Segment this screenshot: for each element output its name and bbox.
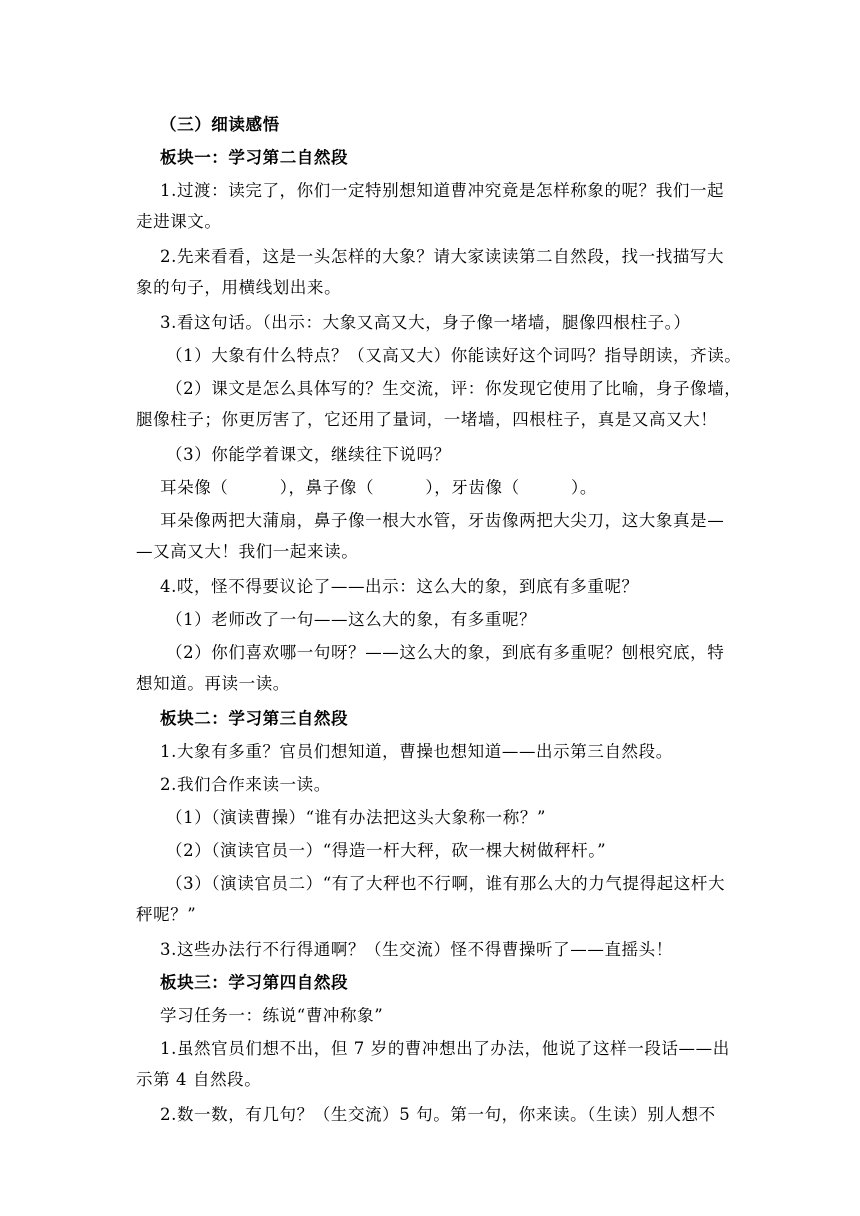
- section-heading: （三）细读感悟: [160, 115, 280, 134]
- paragraph-line: （2）你们喜欢哪一句呀？——这么大的象，到底有多重呢？刨根究底，特: [166, 643, 725, 662]
- paragraph-line: 1.过渡：读完了，你们一定特别想知道曹冲究竟是怎样称象的呢？我们一起: [160, 181, 725, 200]
- paragraph-line: （1）（演读曹操）“谁有办法把这头大象称一称？”: [166, 808, 547, 827]
- paragraph-line: 1.虽然官员们想不出，但 7 岁的曹冲想出了办法，他说了这样一段话——出: [160, 1039, 730, 1058]
- paragraph-line: 学习任务一：练说“曹冲称象”: [160, 1006, 384, 1025]
- paragraph-line: 3.这些办法行不行得通啊？（生交流）怪不得曹操听了——直摇头！: [160, 940, 673, 959]
- block-heading: 板块一：学习第二自然段: [160, 148, 349, 167]
- paragraph-line: 1.大象有多重？官员们想知道，曹操也想知道——出示第三自然段。: [160, 742, 673, 761]
- paragraph-line: （2）课文是怎么具体写的？生交流，评：你发现它使用了比喻，身子像墙，: [166, 379, 742, 398]
- paragraph-line: 走进课文。: [136, 212, 222, 231]
- block-heading: 板块二：学习第三自然段: [160, 709, 349, 728]
- paragraph-line: 耳朵像两把大蒲扇，鼻子像一根大水管，牙齿像两把大尖刀，这大象真是—: [160, 511, 725, 530]
- paragraph-line: 示第 4 自然段。: [136, 1070, 262, 1089]
- paragraph-line: （3）（演读官员二）“有了大秤也不行啊，谁有那么大的力气提得起这杆大: [166, 874, 726, 893]
- paragraph-line: （1）大象有什么特点？（又高又大）你能读好这个词吗？指导朗读，齐读。: [166, 346, 742, 365]
- paragraph-line: 3.看这句话。（出示：大象又高又大，身子像一堵墙，腿像四根柱子。）: [160, 313, 691, 332]
- paragraph-line: 耳朵像（ ），鼻子像（ ），牙齿像（ ）。: [160, 478, 597, 497]
- paragraph-line: （2）（演读官员一）“得造一杆大秤，砍一棵大树做秤杆。”: [166, 841, 607, 860]
- paragraph-line: 2.我们合作来读一读。: [160, 775, 331, 794]
- block-heading: 板块三：学习第四自然段: [160, 973, 349, 992]
- paragraph-line: 2.数一数，有几句？（生交流）5 句。第一句，你来读。（生读）别人想不: [160, 1105, 716, 1124]
- paragraph-line: 2.先来看看，这是一头怎样的大象？请大家读读第二自然段，找一找描写大: [160, 247, 725, 266]
- paragraph-line: 象的句子，用横线划出来。: [136, 278, 342, 297]
- paragraph-line: 腿像柱子；你更厉害了，它还用了量词，一堵墙，四根柱子，真是又高又大！: [136, 410, 718, 429]
- paragraph-line: 4.哎，怪不得要议论了——出示：这么大的象，到底有多重呢？: [160, 577, 639, 596]
- paragraph-line: 想知道。再读一读。: [136, 674, 290, 693]
- paragraph-line: 秤呢？”: [136, 905, 197, 924]
- paragraph-line: —又高又大！我们一起来读。: [136, 542, 359, 561]
- paragraph-line: （3）你能学着课文，继续往下说吗？: [166, 445, 451, 464]
- paragraph-line: （1）老师改了一句——这么大的象，有多重呢？: [166, 610, 537, 629]
